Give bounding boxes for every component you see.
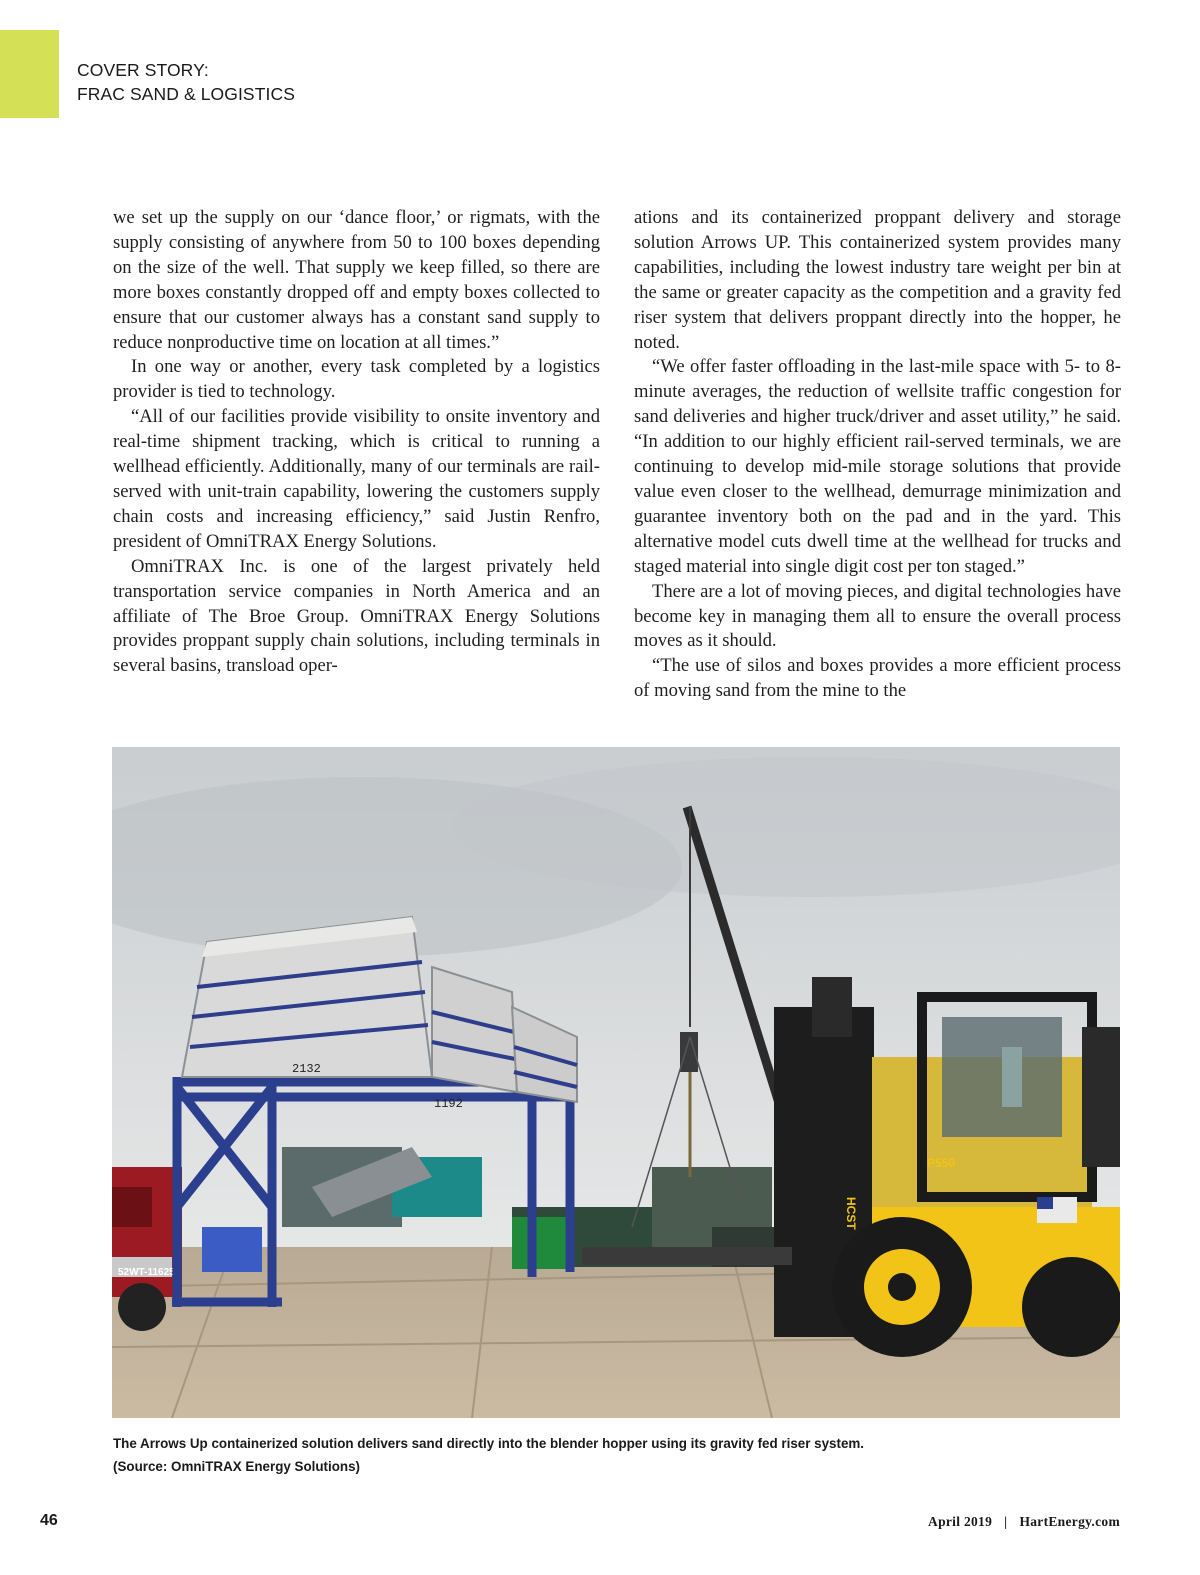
page-number: 46: [40, 1512, 58, 1529]
container-label-2: 1192: [434, 1097, 463, 1111]
paragraph: we set up the supply on our ‘dance floor,’ or rigmats, with the supply consisting of anywhere from 50 to 100 boxes depending on the size of the well. That supply we keep filled, so there are more boxes constantly dropped off and empty boxes collected to ensure that our customer always has a constant sand supply to reduce nonproductive time on location at all times.”: [113, 207, 600, 353]
paragraph: In one way or another, every task completed by a logistics provider is tied to technology.: [113, 356, 600, 403]
section-accent-tab: [0, 30, 59, 118]
footer-issue-line: [928, 1514, 1120, 1530]
article-column-left: [113, 206, 600, 679]
forklift-number-label: P550: [927, 1156, 956, 1170]
paragraph: OmniTRAX Inc. is one of the largest privately held transportation service companies in North America and an affiliate of The Broe Group. OmniTRAX Energy Solutions provides proppant supply chain solutions, including terminals in several basins, transload oper-: [113, 555, 600, 677]
paragraph: There are a lot of moving pieces, and digital technologies have become key in managing them all to ensure the overall process moves as it should.: [634, 580, 1121, 652]
container-label-1: 2132: [292, 1062, 321, 1076]
section-label-line2: FRAC SAND & LOGISTICS: [77, 84, 295, 104]
section-label-line1: COVER STORY:: [77, 60, 209, 80]
forklift-brand-label: HCST: [844, 1197, 858, 1230]
wellsite-photo: [112, 747, 1120, 1418]
green-generator: [512, 1217, 567, 1269]
issue-date: April 2019: [928, 1514, 993, 1529]
truck-plate-label: 52WT-11625: [118, 1267, 175, 1278]
paragraph: “The use of silos and boxes provides a more efficient process of moving sand from the mine to the: [634, 655, 1121, 702]
caption-text: The Arrows Up containerized solution delivers sand directly into the blender hopper using its gravity fed riser system.: [113, 1436, 865, 1451]
footer-separator: |: [1004, 1514, 1008, 1529]
paragraph: “All of our facilities provide visibility to onsite inventory and real-time shipment tracking, which is critical to running a wellhead efficiently. Additionally, many of our terminals are rail-served with unit-train capability, lowering the customers supply chain costs and increasing efficiency,” said Justin Renfro, president of OmniTRAX Energy Solutions.: [113, 406, 600, 552]
paragraph: ations and its containerized proppant delivery and storage solution Arrows UP. This containerized system provides many capabilities, including the lowest industry tare weight per bin at the same or greater capacity as the competition and a gravity fed riser system that delivers proppant directly into the hopper, he noted.: [634, 207, 1121, 353]
section-label: [77, 58, 295, 106]
paragraph: “We offer faster offloading in the last-mile space with 5- to 8-minute averages, the reduction of wellsite traffic congestion for sand deliveries and higher truck/driver and asset utility,” he said. “In addition to our highly efficient rail-served terminals, we are continuing to develop mid-mile storage solutions that provide value even closer to the wellhead, demurrage minimization and guarantee inventory both on the pad and in the yard. This alternative model cuts dwell time at the wellhead for trucks and staged material into single digit cost per ton staged.”: [634, 356, 1121, 577]
site-link: HartEnergy.com: [1019, 1514, 1120, 1529]
article-column-right: [634, 206, 1121, 704]
photo-caption: [113, 1432, 1113, 1478]
caption-source: (Source: OmniTRAX Energy Solutions): [113, 1459, 361, 1474]
